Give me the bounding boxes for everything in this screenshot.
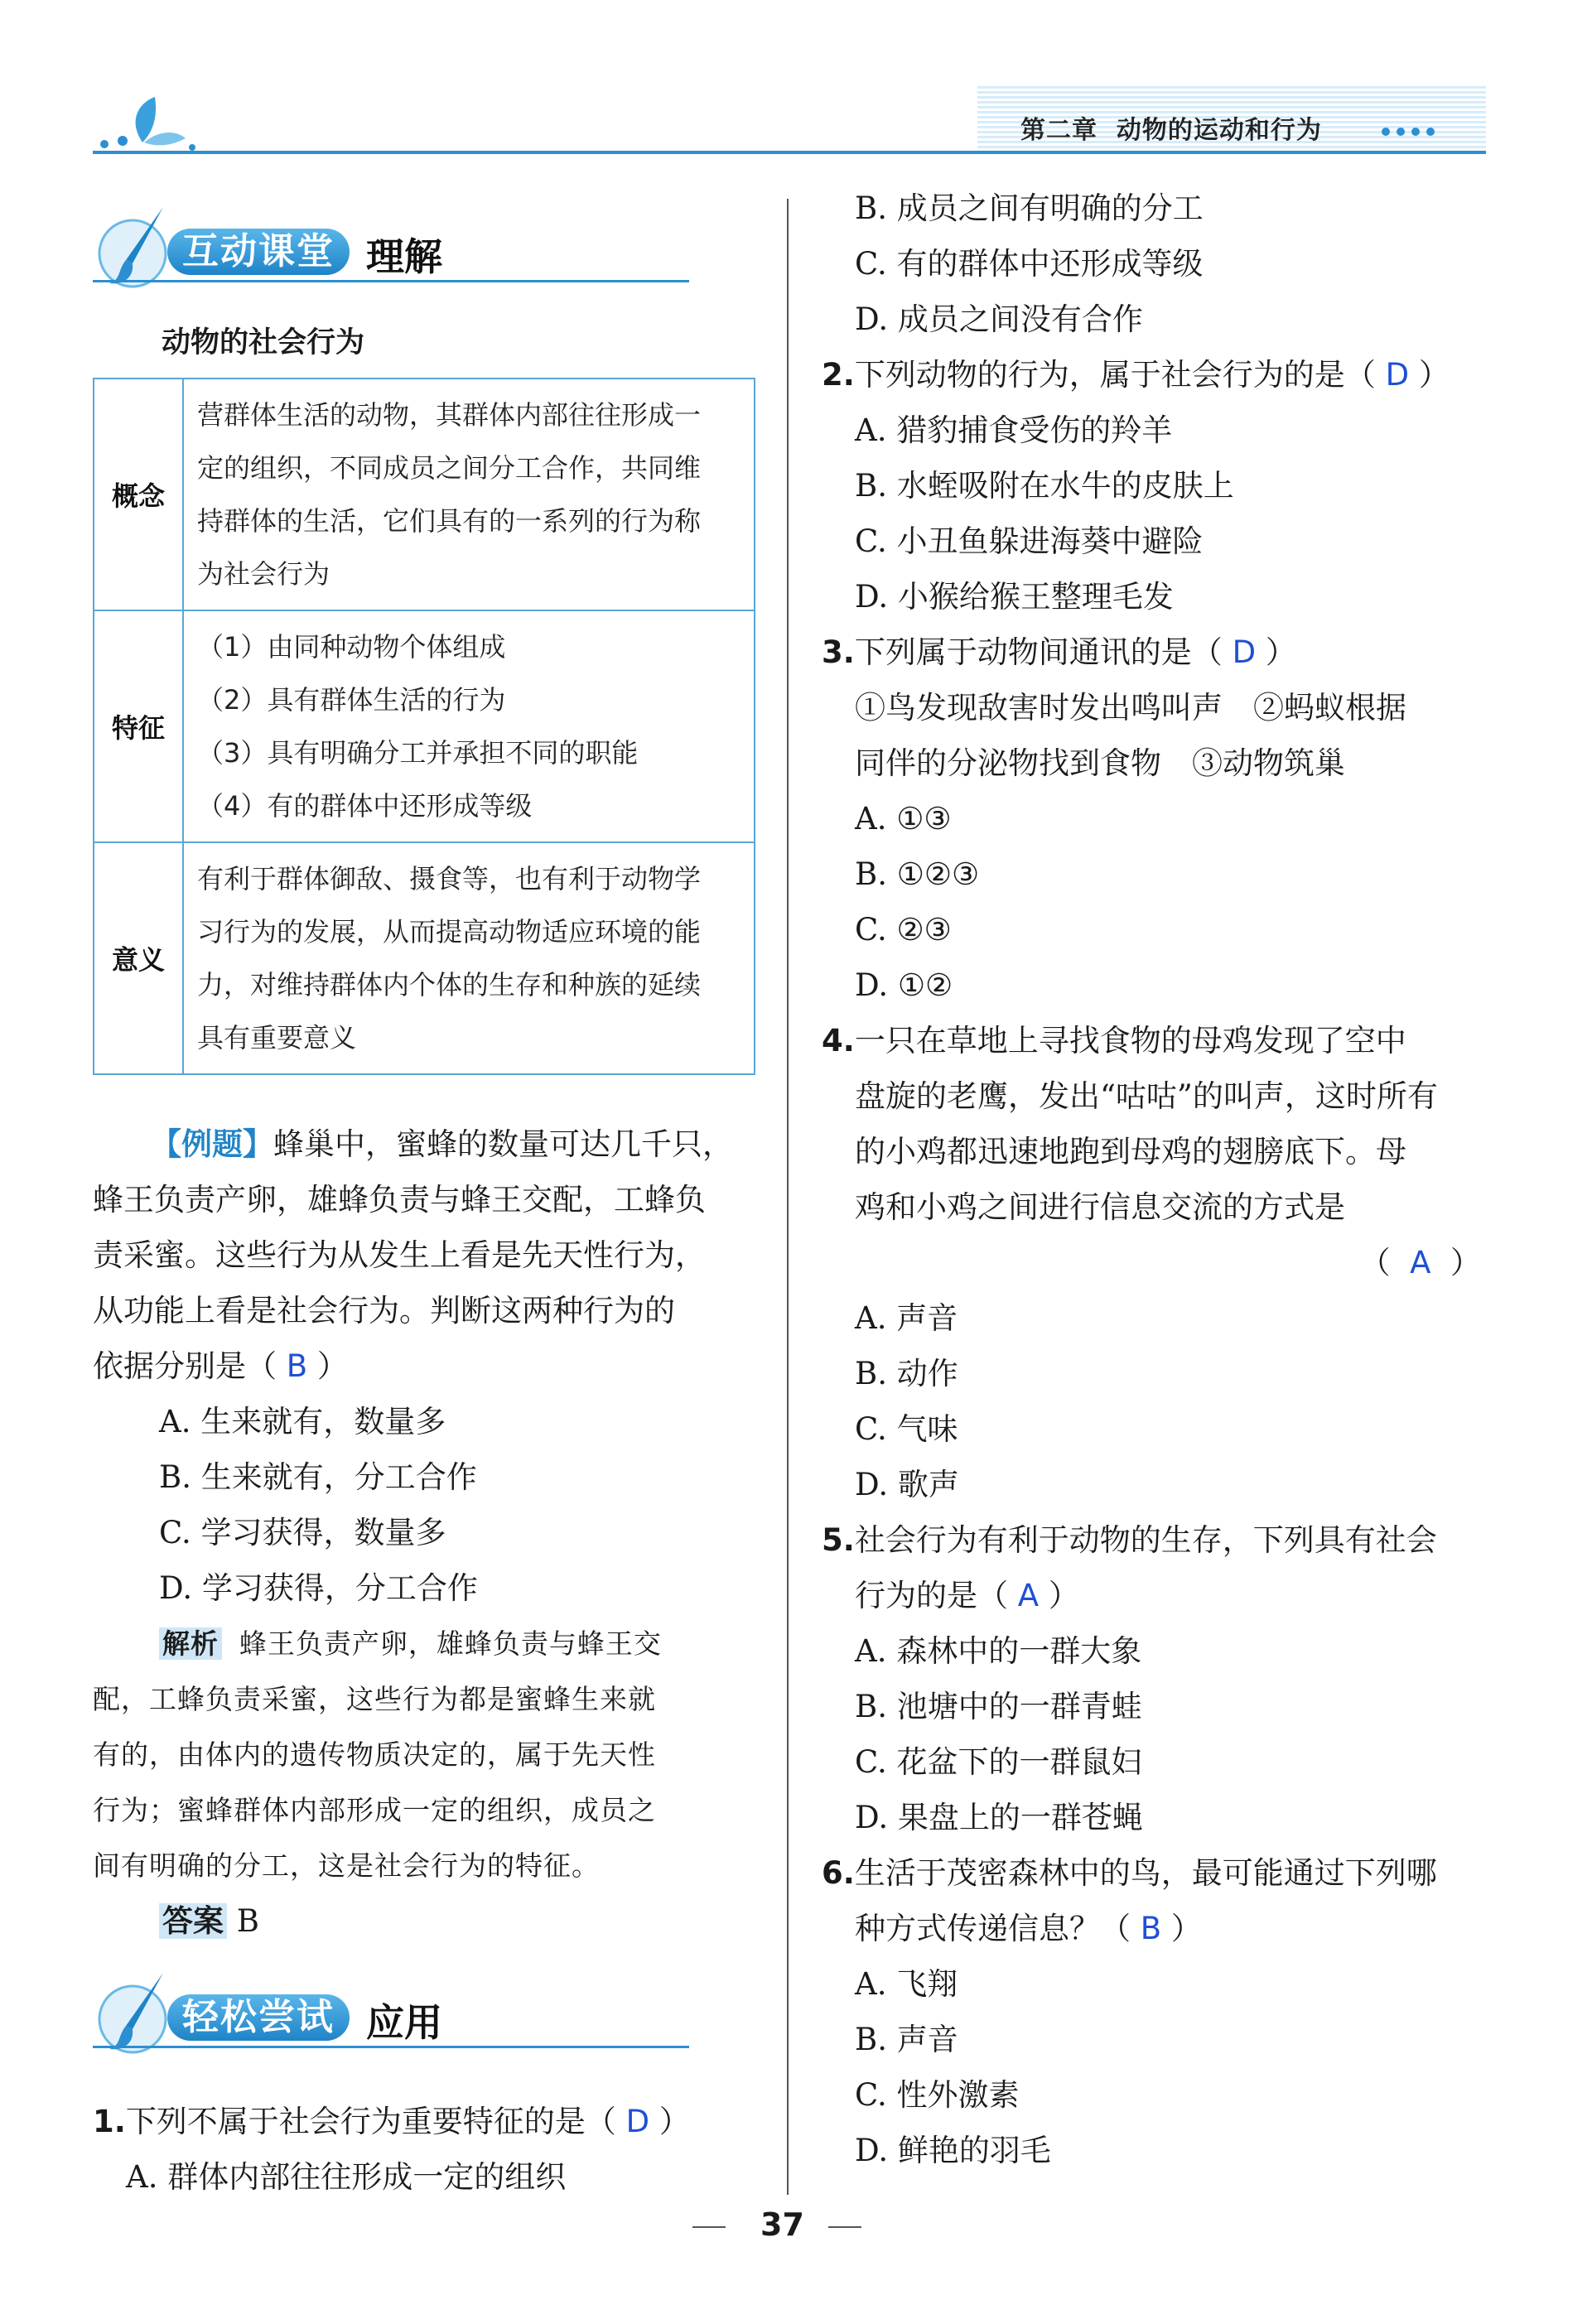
example-tag: 【例题】: [151, 1126, 273, 1162]
analysis-tag: 解析: [159, 1627, 222, 1660]
table-row: [94, 842, 755, 1074]
banner-tail: 应用: [366, 2000, 442, 2045]
question-answer: A: [1017, 1578, 1040, 1613]
banner-label: 轻松尝试: [167, 1994, 350, 2041]
option-d: D. 学习获得，分工合作: [159, 1570, 478, 1606]
table-line: （3）具有明确分工并承担不同的职能: [197, 737, 639, 769]
question-text: 行为的是（: [855, 1578, 1008, 1613]
section-banner-interactive: [93, 205, 697, 285]
banner-tail: 理解: [366, 234, 442, 279]
table-line: （4）有的群体中还形成等级: [197, 790, 533, 822]
option-a: A. 森林中的一群大象: [855, 1633, 1142, 1669]
option-a: A. 群体内部往往形成一定的组织: [126, 2159, 567, 2195]
question-text: 下列不属于社会行为重要特征的是（: [125, 2104, 616, 2139]
question-number: 2.: [822, 357, 855, 393]
analysis-line: 间有明确的分工，这是社会行为的特征。: [93, 1849, 600, 1882]
question-answer: D: [1232, 634, 1257, 670]
page-number: 37: [760, 2206, 804, 2243]
example-line: 责采蜜。这些行为从发生上看是先天性行为，: [93, 1237, 706, 1273]
example-line: 蜂王负责产卵，雄蜂负责与蜂王交配，工蜂负: [93, 1182, 706, 1217]
question-answer: A: [1410, 1245, 1431, 1280]
table-line: 习行为的发展，从而提高动物适应环境的能: [197, 916, 702, 947]
table-line: 营群体生活的动物，其群体内部往往形成一: [197, 399, 702, 431]
question-text: 盘旋的老鹰，发出“咕咕”的叫声，这时所有: [855, 1078, 1438, 1114]
banner-underline: [93, 280, 689, 282]
table-value: [183, 610, 755, 842]
example-question-end: [93, 1338, 755, 1394]
question-stem-end: [822, 1568, 1484, 1623]
analysis-line: 行为；蜜蜂群体内部形成一定的组织，成员之: [93, 1794, 656, 1826]
option-b: B. 动作: [855, 1356, 958, 1391]
table-line: （2）具有群体生活的行为: [197, 684, 506, 716]
question-text: 下列动物的行为，属于社会行为的是（: [854, 357, 1376, 393]
option-b: B. ①②③: [855, 856, 980, 892]
table-line: 定的组织，不同成员之间分工合作，共同维: [197, 452, 702, 484]
table-key: 特征: [94, 610, 183, 842]
table-line: （1）由同种动物个体组成: [197, 631, 506, 663]
question-number: 1.: [93, 2104, 126, 2139]
question-number: 4.: [822, 1023, 855, 1058]
option-d: D. 成员之间没有合作: [855, 301, 1143, 337]
option-d: D. 鲜艳的羽毛: [855, 2133, 1051, 2168]
paren-close: ）: [1170, 1911, 1202, 1946]
example-line: 从功能上看是社会行为。判断这两种行为的: [93, 1293, 675, 1328]
analysis-text: 蜂王负责产卵，雄蜂负责与蜂王交: [239, 1627, 662, 1660]
table-key: 意义: [94, 842, 183, 1074]
banner-label: 互动课堂: [167, 229, 350, 275]
analysis-line: [93, 1616, 755, 1671]
header-rule: [93, 151, 1486, 154]
table-line: 持群体的生活，它们具有的一系列的行为称: [197, 505, 702, 537]
right-column: [822, 181, 1484, 2178]
paren-close: ）: [1450, 1245, 1481, 1280]
question-4: [822, 1013, 1484, 1068]
paren-close: ）: [1265, 634, 1296, 670]
option-c: C. 花盆下的一群鼠妇: [855, 1744, 1142, 1780]
table-line: 力，对维持群体内个体的生存和种族的延续: [197, 969, 702, 1000]
question-text: ①鸟发现敌害时发出鸣叫声 ②蚂蚁根据: [855, 690, 1406, 726]
option-a: A. 生来就有，数量多: [159, 1404, 446, 1439]
option-b: B. 声音: [855, 2022, 958, 2057]
option-c: C. 气味: [855, 1411, 958, 1447]
question-text: 生活于茂密森林中的鸟，最可能通过下列哪: [854, 1855, 1437, 1891]
option-b: B. 水蛭吸附在水牛的皮肤上: [855, 468, 1234, 504]
question-number: 5.: [822, 1522, 855, 1558]
page-number-dash: [692, 2226, 726, 2228]
table-value: [183, 842, 755, 1074]
question-stem-end: [822, 1901, 1484, 1956]
chapter-number: 第二章: [1020, 116, 1098, 145]
section-banner-practice: [93, 1971, 697, 2051]
paren-close: ）: [316, 1348, 348, 1384]
question-6: [822, 1845, 1484, 1901]
answer-value: B: [236, 1903, 259, 1939]
leaf-logo-icon: [93, 93, 200, 151]
answer-tag: 答案: [159, 1903, 227, 1939]
subtitle: 动物的社会行为: [162, 326, 365, 359]
option-b: B. 池塘中的一群青蛙: [855, 1689, 1142, 1724]
option-d: D. ①②: [855, 967, 953, 1003]
option-a: A. 猎豹捕食受伤的羚羊: [855, 412, 1173, 448]
question-5: [822, 1512, 1484, 1568]
analysis-line: 有的，由体内的遗传物质决定的，属于先天性: [93, 1738, 656, 1771]
question-2: [822, 347, 1484, 403]
question-text: 的小鸡都迅速地跑到母鸡的翅膀底下。母: [855, 1134, 1406, 1169]
table-row: [94, 378, 755, 610]
banner-underline: [93, 2046, 689, 2048]
option-c: C. 有的群体中还形成等级: [855, 246, 1204, 282]
question-text: 下列属于动物间通讯的是（: [854, 634, 1223, 670]
header-title: [1020, 109, 1322, 146]
column-divider: [787, 199, 789, 2195]
question-text: 同伴的分泌物找到食物 ③动物筑巢: [855, 745, 1345, 781]
question-1: [93, 2094, 772, 2205]
option-c: C. ②③: [855, 912, 952, 947]
header-dots: [1382, 123, 1441, 139]
analysis-line: 配，工蜂负责采蜜，这些行为都是蜜蜂生来就: [93, 1683, 656, 1715]
example-answer: B: [286, 1348, 308, 1384]
paren-close: ）: [1048, 1578, 1079, 1613]
question-text: 一只在草地上寻找食物的母鸡发现了空中: [854, 1023, 1406, 1058]
question-answer: D: [1385, 357, 1410, 393]
question-3: [822, 624, 1484, 680]
table-key: 概念: [94, 378, 183, 610]
table-row: [94, 610, 755, 842]
option-a: A. 声音: [855, 1300, 958, 1336]
option-d: D. 歌声: [855, 1467, 959, 1502]
question-number: 6.: [822, 1855, 855, 1891]
example-text: 蜂巢中，蜜蜂的数量可达几千只，: [273, 1126, 733, 1162]
option-b: B. 生来就有，分工合作: [159, 1459, 477, 1495]
option-a: A. 飞翔: [855, 1966, 958, 2002]
table-line: 具有重要意义: [197, 1022, 357, 1054]
question-answer: D: [625, 2104, 650, 2139]
question-text: 鸡和小鸡之间进行信息交流的方式是: [855, 1189, 1345, 1225]
option-c: C. 性外激素: [855, 2077, 1020, 2113]
option-b: B. 成员之间有明确的分工: [855, 190, 1204, 226]
question-text: 社会行为有利于动物的生存，下列具有社会: [854, 1522, 1437, 1558]
option-c: C. 小丑鱼躲进海葵中避险: [855, 523, 1204, 559]
answer-paren: （ A ）: [1359, 1245, 1481, 1280]
example-text: 依据分别是（: [93, 1348, 277, 1384]
question-stem: [93, 2094, 772, 2149]
answer-line: [93, 1893, 755, 1949]
option-d: D. 果盘上的一群苍蝇: [855, 1800, 1143, 1835]
paren-close: ）: [1418, 357, 1450, 393]
question-number: 3.: [822, 634, 855, 670]
paren-close: ）: [659, 2104, 690, 2139]
table-value: [183, 378, 755, 610]
example-block: [93, 1116, 755, 1949]
option-c: C. 学习获得，数量多: [159, 1515, 446, 1550]
concept-table: [93, 378, 755, 1075]
table-line: 为社会行为: [197, 558, 330, 590]
example-line: [93, 1116, 755, 1172]
option-a: A. ①③: [855, 801, 952, 837]
page-number-dash: [828, 2226, 861, 2228]
table-line: 有利于群体御敌、摄食等，也有利于动物学: [197, 863, 702, 894]
question-answer: B: [1140, 1911, 1162, 1946]
chapter-title: 动物的运动和行为: [1116, 116, 1322, 145]
question-text: 种方式传递信息？（: [855, 1911, 1131, 1946]
option-d: D. 小猴给猴王整理毛发: [855, 579, 1174, 615]
